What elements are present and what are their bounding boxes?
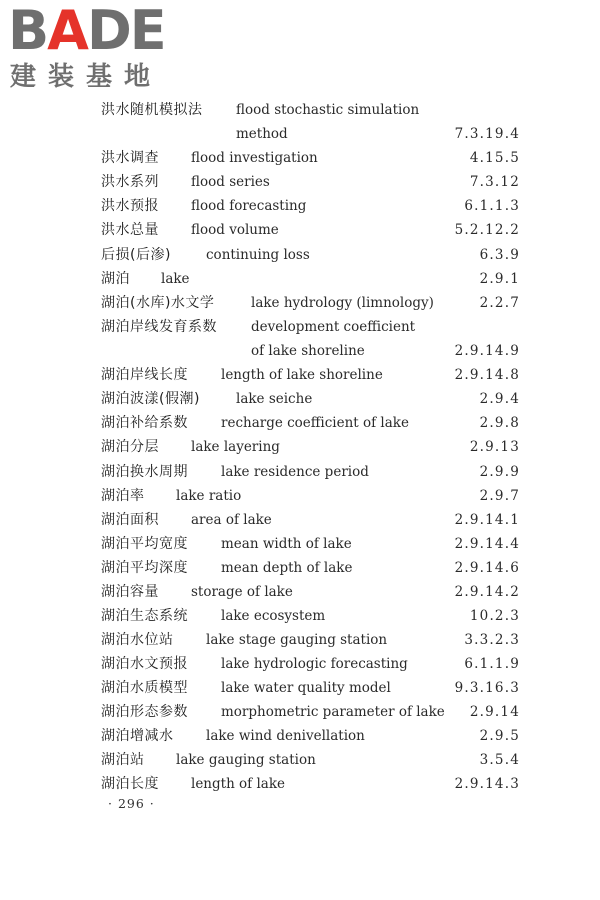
entry-term: 湖泊水质模型 — [101, 680, 188, 696]
entry-section: 2.9.14.1 — [454, 512, 520, 528]
entry-section: 2.9.13 — [469, 439, 520, 455]
entry-section: 2.9.14.4 — [454, 536, 520, 552]
glossary-entry — [0, 363, 600, 387]
entry-term: 湖泊分层 — [101, 439, 159, 455]
entry-section: 2.9.4 — [479, 391, 520, 407]
entry-english: lake — [161, 271, 190, 287]
glossary-entry — [0, 435, 600, 459]
entry-term: 湖泊容量 — [101, 584, 159, 600]
entry-term: 湖泊补给系数 — [101, 415, 188, 431]
entry-term: 湖泊(水库)水文学 — [101, 295, 215, 311]
entry-term: 湖泊形态参数 — [101, 704, 188, 720]
glossary-entry — [0, 772, 600, 796]
entry-english: mean depth of lake — [221, 560, 353, 576]
entry-section: 4.15.5 — [469, 150, 520, 166]
entry-section: 2.9.14.8 — [454, 367, 520, 383]
entry-english: flood volume — [191, 222, 279, 238]
entry-english: of lake shoreline — [251, 343, 365, 359]
glossary-entry — [0, 628, 600, 652]
logo-subtitle: 建装基地 — [10, 62, 163, 92]
entry-section: 10.2.3 — [469, 608, 520, 624]
glossary-entry — [0, 387, 600, 411]
page-number: · 296 · — [108, 796, 155, 811]
glossary-entry — [0, 532, 600, 556]
entry-section: 2.9.9 — [479, 464, 520, 480]
glossary-entry-continuation — [0, 339, 600, 363]
entry-english: storage of lake — [191, 584, 293, 600]
logo-letter-a: A — [47, 0, 87, 62]
entry-section: 6.3.9 — [479, 247, 520, 263]
entry-term: 湖泊水位站 — [101, 632, 174, 648]
entry-english: flood investigation — [191, 150, 318, 166]
entry-section: 2.9.14.9 — [454, 343, 520, 359]
entry-term: 湖泊平均宽度 — [101, 536, 188, 552]
entry-term: 湖泊生态系统 — [101, 608, 188, 624]
entry-english: lake wind denivellation — [206, 728, 365, 744]
entry-section: 2.9.14.3 — [454, 776, 520, 792]
glossary-entry — [0, 267, 600, 291]
entry-section: 2.9.7 — [479, 488, 520, 504]
entry-english: flood forecasting — [191, 198, 307, 214]
entry-english: lake ecosystem — [221, 608, 326, 624]
entry-section: 7.3.12 — [469, 174, 520, 190]
entry-term: 后损(后渗) — [101, 247, 171, 263]
entry-english: mean width of lake — [221, 536, 352, 552]
entry-english: lake stage gauging station — [206, 632, 388, 648]
entry-term: 洪水总量 — [101, 222, 159, 238]
entry-term: 湖泊换水周期 — [101, 464, 188, 480]
entry-english: lake gauging station — [176, 752, 316, 768]
entry-english: lake layering — [191, 439, 280, 455]
entry-english: length of lake shoreline — [221, 367, 383, 383]
entry-english: lake ratio — [176, 488, 242, 504]
logo-letters-de: DE — [86, 0, 165, 62]
entry-term: 洪水随机模拟法 — [101, 102, 203, 118]
entry-english: area of lake — [191, 512, 272, 528]
entry-section: 2.2.7 — [479, 295, 520, 311]
entry-term: 洪水系列 — [101, 174, 159, 190]
entry-english: lake hydrologic forecasting — [221, 656, 408, 672]
glossary-entry — [0, 315, 600, 339]
entry-term: 湖泊面积 — [101, 512, 159, 528]
entry-english: development coefficient — [251, 319, 416, 335]
glossary-entry — [0, 604, 600, 628]
entry-term: 洪水预报 — [101, 198, 159, 214]
entry-term: 湖泊增减水 — [101, 728, 174, 744]
glossary-entry — [0, 748, 600, 772]
glossary-entry — [0, 676, 600, 700]
entry-term: 湖泊长度 — [101, 776, 159, 792]
entry-term: 湖泊站 — [101, 752, 145, 768]
glossary-entry — [0, 194, 600, 218]
entry-section: 2.9.14.2 — [454, 584, 520, 600]
entry-english: lake hydrology (limnology) — [251, 295, 434, 311]
entry-section: 2.9.1 — [479, 271, 520, 287]
glossary-entry — [0, 556, 600, 580]
glossary-entry — [0, 700, 600, 724]
entry-section: 2.9.5 — [479, 728, 520, 744]
entry-term: 湖泊 — [101, 271, 130, 287]
entry-term: 湖泊平均深度 — [101, 560, 188, 576]
entry-english: lake residence period — [221, 464, 369, 480]
glossary-entry — [0, 218, 600, 242]
entry-term: 湖泊率 — [101, 488, 145, 504]
entry-section: 6.1.1.3 — [464, 198, 520, 214]
entry-english: lake water quality model — [221, 680, 391, 696]
entry-section: 2.9.8 — [479, 415, 520, 431]
entry-english: lake seiche — [236, 391, 313, 407]
glossary-entry — [0, 411, 600, 435]
glossary-entry — [0, 508, 600, 532]
entry-english: flood series — [191, 174, 270, 190]
entry-term: 洪水调查 — [101, 150, 159, 166]
glossary-entry — [0, 580, 600, 604]
entry-section: 3.3.2.3 — [464, 632, 520, 648]
logo-letter-b: B — [8, 0, 48, 62]
entry-english: continuing loss — [206, 247, 310, 263]
glossary-entry — [0, 652, 600, 676]
glossary-entry — [0, 243, 600, 267]
entry-term: 湖泊岸线发育系数 — [101, 319, 217, 335]
glossary-entry-continuation — [0, 122, 600, 146]
entry-section: 9.3.16.3 — [454, 680, 520, 696]
entry-term: 湖泊水文预报 — [101, 656, 188, 672]
entry-section: 3.5.4 — [479, 752, 520, 768]
entry-section: 6.1.1.9 — [464, 656, 520, 672]
glossary-entry — [0, 170, 600, 194]
entry-section: 2.9.14 — [469, 704, 520, 720]
entry-english: method — [236, 126, 288, 142]
glossary-entry — [0, 98, 600, 122]
entry-section: 2.9.14.6 — [454, 560, 520, 576]
entry-english: flood stochastic simulation — [236, 102, 420, 118]
glossary-entry — [0, 146, 600, 170]
entry-english: recharge coefficient of lake — [221, 415, 409, 431]
glossary-entry — [0, 460, 600, 484]
entry-term: 湖泊波漾(假潮) — [101, 391, 200, 407]
entry-section: 5.2.12.2 — [454, 222, 520, 238]
glossary-entry — [0, 724, 600, 748]
entry-english: morphometric parameter of lake — [221, 704, 445, 720]
entry-term: 湖泊岸线长度 — [101, 367, 188, 383]
entry-section: 7.3.19.4 — [454, 126, 520, 142]
glossary-entry — [0, 484, 600, 508]
glossary-entry — [0, 291, 600, 315]
entry-english: length of lake — [191, 776, 286, 792]
